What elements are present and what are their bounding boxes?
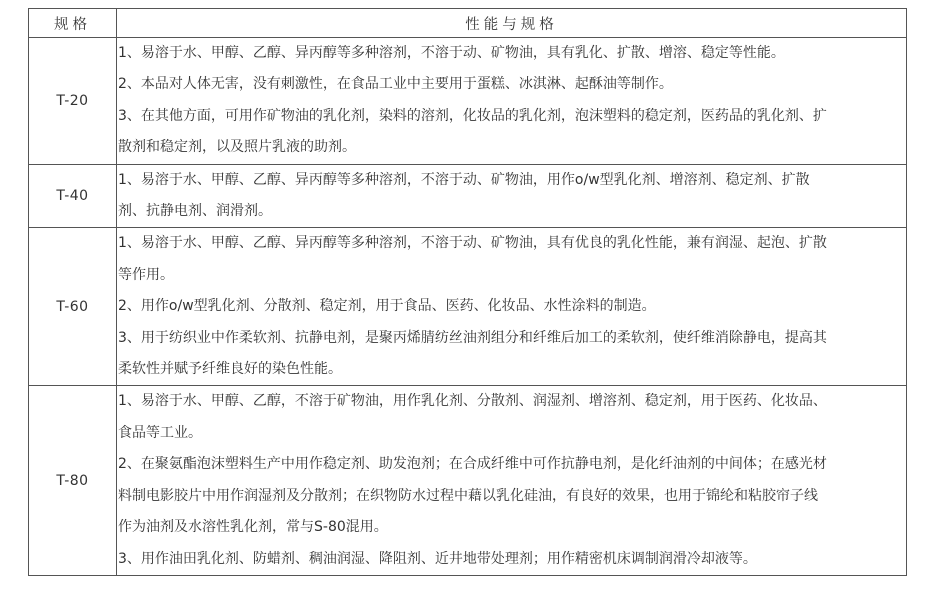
description-line: 2、本品对人体无害，没有刺激性，在食品工业中主要用于蛋糕、冰淇淋、起酥油等制作。 (118, 76, 673, 93)
description-line: 3、用作油田乳化剂、防蜡剂、稠油润湿、降阻剂、近井地带处理剂；用作精密机床调制润滑冷却液等。 (118, 550, 757, 567)
description-line: 3、在其他方面，可用作矿物油的乳化剂，染料的溶剂，化妆品的乳化剂，泡沫塑料的稳定剂，医药品的乳化剂、扩 (118, 107, 827, 124)
description-line: 柔软性并赋予纤维良好的染色性能。 (118, 361, 342, 378)
description-line: 剂、抗静电剂、润滑剂。 (118, 203, 272, 220)
table-row (29, 386, 907, 575)
spec-table (28, 8, 907, 576)
description-line: 食品等工业。 (118, 424, 202, 441)
description-line: 1、易溶于水、甲醇、乙醇，不溶于矿物油，用作乳化剂、分散剂、润湿剂、增溶剂、稳定剂，用于医药、化妆品、 (118, 393, 827, 410)
description-cell (117, 228, 907, 386)
header-desc: 性能与规格 (117, 9, 907, 38)
description-line: 1、易溶于水、甲醇、乙醇、异丙醇等多种溶剂，不溶于动、矿物油，用作o/w型乳化剂、增溶剂、稳定剂、扩散 (118, 171, 810, 188)
table-row (29, 228, 907, 386)
description-line: 3、用于纺织业中作柔软剂、抗静电剂，是聚丙烯腈纺丝油剂组分和纤维后加工的柔软剂，使纤维消除静电，提高其 (118, 329, 827, 346)
description-line: 等作用。 (118, 266, 174, 283)
spec-cell: T-40 (29, 164, 117, 228)
description-cell (117, 38, 907, 165)
spec-cell: T-60 (29, 228, 117, 386)
description-cell (117, 164, 907, 228)
description-line: 1、易溶于水、甲醇、乙醇、异丙醇等多种溶剂，不溶于动、矿物油，具有优良的乳化性能，兼有润湿、起泡、扩散 (118, 235, 827, 252)
table-body (29, 38, 907, 576)
description-cell (117, 386, 907, 575)
description-line: 2、在聚氨酯泡沫塑料生产中用作稳定剂、助发泡剂；在合成纤维中可作抗静电剂，是化纤油剂的中间体；在感光材 (118, 456, 827, 473)
spec-cell: T-20 (29, 38, 117, 165)
header-spec: 规格 (29, 9, 117, 38)
description-line: 作为油剂及水溶性乳化剂，常与S-80混用。 (118, 519, 388, 536)
header-row (29, 9, 907, 38)
description-line: 料制电影胶片中用作润湿剂及分散剂；在织物防水过程中藉以乳化硅油，有良好的效果，也用于锦纶和粘胶帘子线 (118, 487, 818, 504)
table-row (29, 164, 907, 228)
table-row (29, 38, 907, 165)
description-line: 2、用作o/w型乳化剂、分散剂、稳定剂，用于食品、医药、化妆品、水性涂料的制造。 (118, 298, 656, 315)
description-line: 散剂和稳定剂，以及照片乳液的助剂。 (118, 139, 356, 156)
spec-cell: T-80 (29, 386, 117, 575)
description-line: 1、易溶于水、甲醇、乙醇、异丙醇等多种溶剂，不溶于动、矿物油，具有乳化、扩散、增溶、稳定等性能。 (118, 45, 785, 61)
